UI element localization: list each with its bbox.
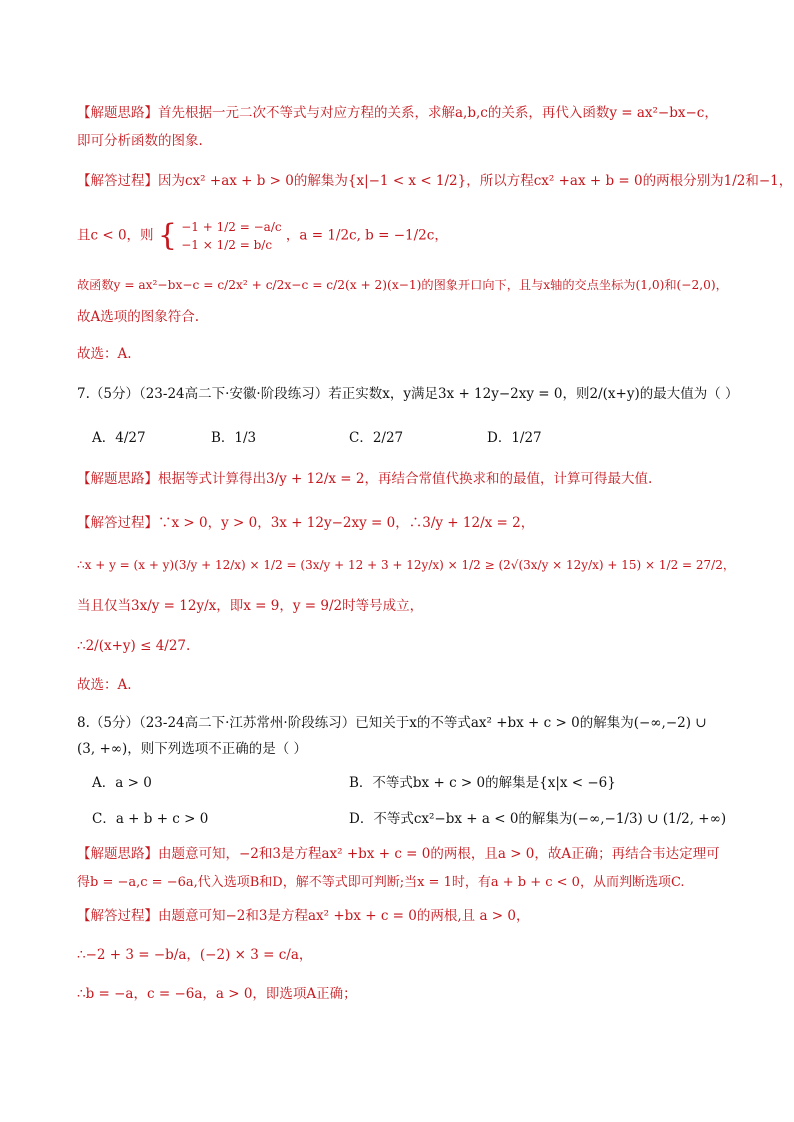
q6-system-brace: { xyxy=(157,218,177,253)
q6-idea-label: 【解题思路】 xyxy=(77,105,158,121)
q8-option-d: D．不等式cx²−bx + a < 0的解集为(−∞,−1/3) ∪ (1/2, +∞) xyxy=(349,811,727,827)
q6-proc-label: 【解答过程】 xyxy=(77,173,158,189)
q6-system xyxy=(181,218,281,254)
q7-idea xyxy=(77,470,734,488)
q6-system-eq1: −1 + 1/2 = −a/c xyxy=(181,220,282,234)
q8-proc-line2: ∴−2 + 3 = −b/a，(−2) × 3 = c/a， xyxy=(77,947,313,963)
q8-option-a: A．a > 0 xyxy=(92,775,152,791)
q7-stem: 7.（5分）（23-24高二下·安徽·阶段练习）若正实数x，y满足3x + 12y−2xy = 0，则2/(x+y)的最大值为（ ） xyxy=(77,386,739,402)
q6-answer: 故选：A. xyxy=(77,346,132,362)
q6-proc-line2b: ，a = 1/2c, b = −1/2c， xyxy=(285,227,448,244)
q7-proc-line3: 当且仅当3x/y = 12y/x，即x = 9，y = 9/2时等号成立， xyxy=(77,598,424,614)
q6-proc-text: 因为cx² +ax + b > 0的解集为{x|−1 < x < 1/2}，所以方程cx² +ax + b = 0的两根分别为1/2和−1， xyxy=(158,173,793,189)
q6-proc-line3: 故函数y = ax²−bx−c = c/2x² + c/2x−c = c/2(x + 2)(x−1)的图象开口向下，且与x轴的交点坐标为(1,0)和(−2,0)， xyxy=(77,278,728,292)
q7-answer: 故选：A. xyxy=(77,677,132,693)
q7-option-c: C．2/27 xyxy=(349,430,404,446)
q6-proc-line4: 故A选项的图象符合. xyxy=(77,309,200,325)
q6-proc-line2a: 且c < 0，则 xyxy=(77,227,154,244)
q8-stem-line2: (3, +∞)，则下列选项不正确的是（ ） xyxy=(77,741,308,757)
q7-option-b: B．1/3 xyxy=(211,430,257,446)
q8-stem-line1: 8.（5分）（23-24高二下·江苏常州·阶段练习）已知关于x的不等式ax² +bx + c > 0的解集为(−∞,−2) ∪ xyxy=(77,715,707,731)
q8-option-c: C．a + b + c > 0 xyxy=(92,811,209,827)
q7-proc-label: 【解答过程】 xyxy=(77,515,158,531)
q6-idea-line1 xyxy=(77,104,734,122)
q7-option-a: A．4/27 xyxy=(92,430,146,446)
q8-proc-line1 xyxy=(77,907,734,925)
q7-idea-label: 【解题思路】 xyxy=(77,471,158,487)
q8-idea-line2: 得b = −a,c = −6a,代入选项B和D，解不等式即可判断;当x = 1时，有a + b + c < 0，从而判断选项C. xyxy=(77,875,685,890)
q7-proc-line2: ∴x + y = (x + y)(3/y + 12/x) × 1/2 = (3x/y + 12 + 3 + 12y/x) × 1/2 ≥ (2√(3x/y × 12y/x) + 15) × 1/2 = 27/2， xyxy=(77,558,735,572)
q8-proc-text: 由题意可知−2和3是方程ax² +bx + c = 0的两根,且 a > 0， xyxy=(158,908,530,924)
q6-proc-line2 xyxy=(77,218,734,254)
q6-system-eq2: −1 × 1/2 = b/c xyxy=(181,238,273,252)
q8-proc-label: 【解答过程】 xyxy=(77,908,158,924)
q8-proc-line3: ∴b = −a，c = −6a，a > 0，即选项A正确； xyxy=(77,986,357,1002)
q7-proc-text: ∵x > 0，y > 0，3x + 12y−2xy = 0，∴3/y + 12/x = 2， xyxy=(158,515,535,531)
q6-proc-line1 xyxy=(77,172,793,190)
q6-idea-text: 首先根据一元二次不等式与对应方程的关系，求解a,b,c的关系，再代入函数y = ax²−bx−c， xyxy=(158,105,718,121)
q8-option-b: B．不等式bx + c > 0的解集是{x|x < −6} xyxy=(349,775,616,791)
q8-idea-text: 由题意可知，−2和3是方程ax² +bx + c = 0的两根，且a > 0，故A正确；再结合韦达定理可 xyxy=(158,846,720,862)
q7-option-d: D．1/27 xyxy=(487,430,542,446)
q8-idea-label: 【解题思路】 xyxy=(77,846,158,862)
q7-proc-line4: ∴2/(x+y) ≤ 4/27. xyxy=(77,638,191,654)
q7-idea-text: 根据等式计算得出3/y + 12/x = 2，再结合常值代换求和的最值，计算可得最大值. xyxy=(158,471,653,487)
q8-idea-line1 xyxy=(77,845,734,863)
q6-idea-line2: 即可分析函数的图象. xyxy=(77,133,203,149)
q7-proc-line1 xyxy=(77,514,734,532)
